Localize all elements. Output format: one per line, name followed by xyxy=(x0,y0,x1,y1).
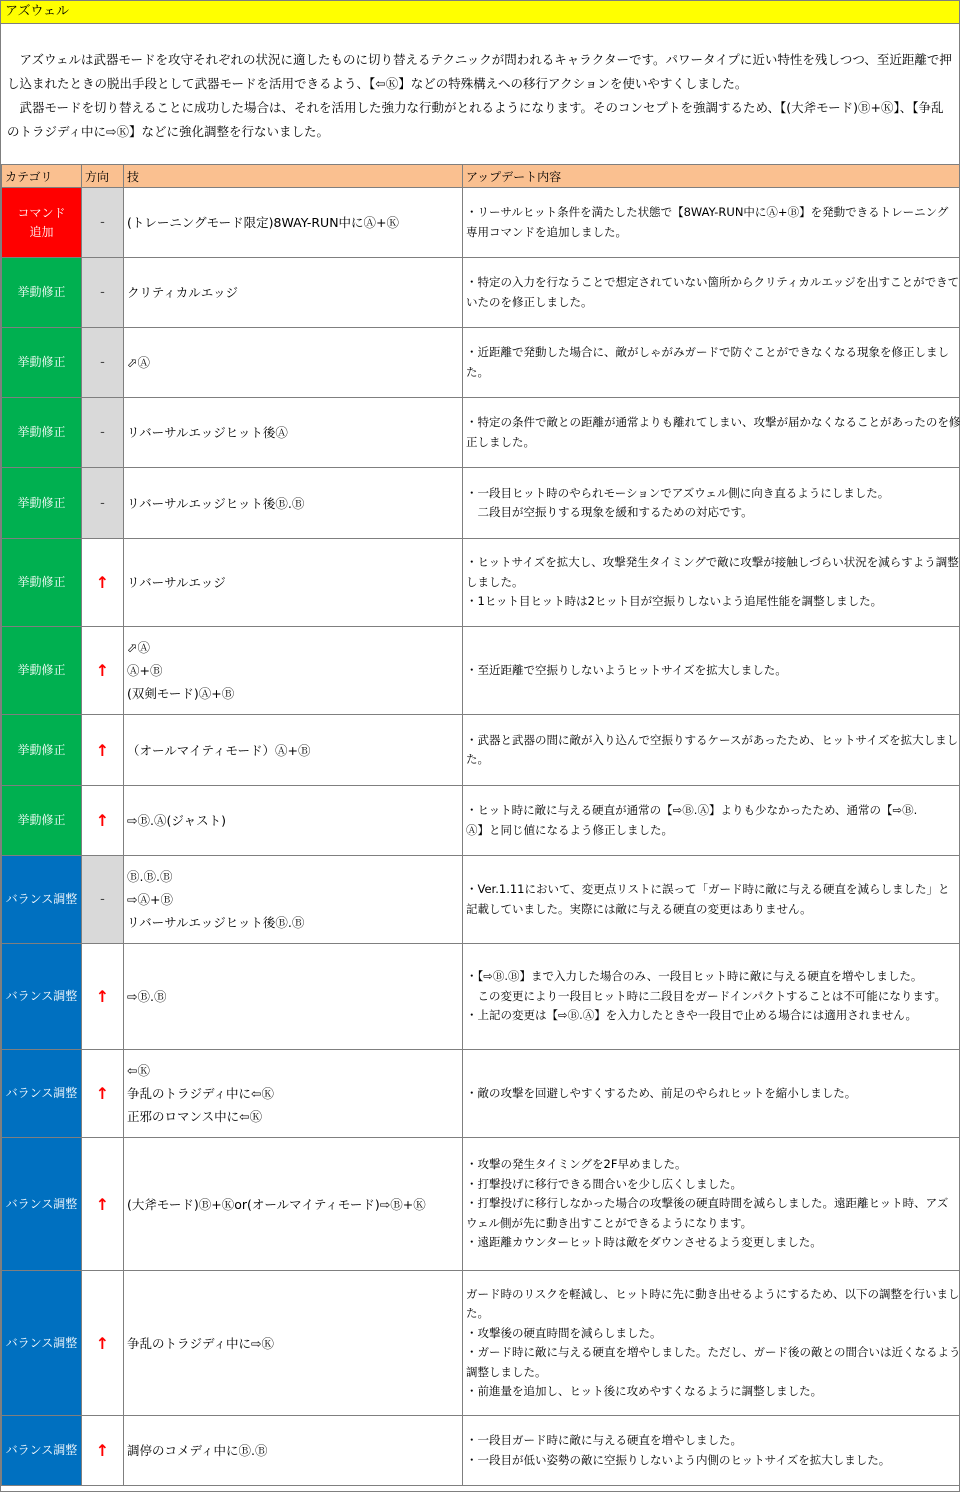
move-name: 争乱のトラジディ中に⇨Ⓚ xyxy=(127,1335,274,1351)
direction-none: - xyxy=(82,398,124,468)
direction-up-arrow-icon: ↑ xyxy=(82,944,124,1050)
move-cell xyxy=(124,944,463,1050)
update-cell xyxy=(463,944,960,1050)
update-line: ・攻撃後の硬直時間を減らしました。 xyxy=(466,1325,662,1340)
category-label: バランス調整 xyxy=(5,1086,78,1100)
update-cell xyxy=(463,1271,960,1416)
update-line: た。 xyxy=(466,752,489,766)
direction-none: - xyxy=(82,328,124,398)
move-name: (双剣モード)Ⓐ+Ⓑ xyxy=(127,686,235,701)
category-label: バランス調整 xyxy=(5,1196,78,1211)
update-line: ガード時のリスクを軽減し、ヒット時に先に動き出せるようにするため、以下の調整を行いまし xyxy=(466,1286,960,1301)
category-cell xyxy=(2,786,82,856)
update-line: ・敵の攻撃を回避しやすくするため、前足のやられヒットを縮小しました。 xyxy=(466,1085,857,1100)
move-name: ⇦Ⓚ xyxy=(127,1063,150,1078)
table-row xyxy=(2,258,960,328)
direction-up-arrow-icon: ↑ xyxy=(82,1271,124,1416)
intro-section xyxy=(1,24,959,164)
category-cell xyxy=(2,1416,82,1486)
category-cell xyxy=(2,328,82,398)
move-cell xyxy=(124,468,463,539)
move-name: ⬀Ⓐ xyxy=(127,355,150,370)
update-line: ・ヒット時に敵に与える硬直が通常の【⇨Ⓑ.Ⓐ】よりも少なかったため、通常の【⇨Ⓑ. xyxy=(466,803,918,817)
move-name: リバーサルエッジヒット後Ⓑ.Ⓑ xyxy=(127,915,305,930)
direction-up-arrow-icon: ↑ xyxy=(82,715,124,786)
update-line: た。 xyxy=(466,364,489,379)
move-cell xyxy=(124,715,463,786)
category-cell xyxy=(2,856,82,944)
move-cell xyxy=(124,258,463,328)
category-cell xyxy=(2,1138,82,1271)
intro-paragraph: アズウェルは武器モードを攻守それぞれの状況に適したものに切り替えるテクニックが問われるキャラクターです。パワータイプに近い特性を残しつつ、至近距離で押し込まれたときの脱出手段として武器モードを活用できるよう、【⇦Ⓚ】などの特殊構えへの移行アクションを使いやすくしました。 xyxy=(7,52,952,91)
direction-none: - xyxy=(82,468,124,539)
table-row xyxy=(2,398,960,468)
table-row xyxy=(2,328,960,398)
category-label: 挙動修正 xyxy=(17,663,66,677)
update-line: ・至近距離で空振りしないようヒットサイズを拡大しました。 xyxy=(466,662,787,677)
table-row xyxy=(2,715,960,786)
category-label: 挙動修正 xyxy=(17,813,66,827)
category-label: バランス調整 xyxy=(5,892,78,906)
category-cell xyxy=(2,715,82,786)
header-category: カテゴリ xyxy=(2,165,82,188)
update-cell xyxy=(463,856,960,944)
table-header-row xyxy=(2,165,960,188)
update-line: ・攻撃の発生タイミングを2F早めました。 xyxy=(466,1157,687,1172)
category-label: 挙動修正 xyxy=(17,355,66,369)
update-line: た。 xyxy=(466,1306,489,1320)
move-cell xyxy=(124,1138,463,1271)
category-cell xyxy=(2,258,82,328)
update-cell xyxy=(463,627,960,715)
table-row xyxy=(2,1271,960,1416)
table-body xyxy=(2,188,960,1486)
update-cell xyxy=(463,398,960,468)
move-cell xyxy=(124,1050,463,1138)
table-row xyxy=(2,627,960,715)
move-name: リバーサルエッジヒット後Ⓐ xyxy=(127,425,288,440)
update-table xyxy=(1,164,960,1486)
update-line: Ⓐ】と同じ値になるよう修正しました。 xyxy=(466,822,673,837)
category-cell xyxy=(2,627,82,715)
header-update: アップデート内容 xyxy=(463,165,960,188)
category-label: 挙動修正 xyxy=(17,742,66,757)
category-label: 挙動修正 xyxy=(17,575,66,589)
update-cell xyxy=(463,715,960,786)
header-move: 技 xyxy=(124,165,463,188)
update-cell xyxy=(463,1050,960,1138)
update-line: ・前進量を追加し、ヒット後に攻めやすくなるように調整しました。 xyxy=(466,1384,823,1398)
table-row xyxy=(2,1138,960,1271)
move-cell xyxy=(124,1416,463,1486)
move-name: リバーサルエッジヒット後Ⓑ.Ⓑ xyxy=(127,495,305,511)
page-title: アズウェル xyxy=(1,1,959,24)
update-cell xyxy=(463,188,960,258)
move-cell xyxy=(124,856,463,944)
update-line: ・一段目ガード時に敵に与える硬直を増やしました。 xyxy=(466,1433,742,1447)
update-line: この変更により一段目ヒット時に二段目をガードインパクトすることは不可能になります。 xyxy=(466,988,947,1003)
update-line: ・リーサルヒット条件を満たした状態で【8WAY-RUN中にⒶ+Ⓑ】を発動できるトレーニング xyxy=(466,205,949,219)
update-line: ・特定の入力を行なうことで想定されていない箇所からクリティカルエッジを出すことができて xyxy=(466,275,960,289)
update-line: いたのを修正しました。 xyxy=(466,294,593,309)
update-line: ・打撃投げに移行しなかった場合の攻撃後の硬直時間を減らしました。遠距離ヒット時、アズ xyxy=(466,1196,949,1211)
table-row xyxy=(2,539,960,627)
move-name: 正邪のロマンス中に⇦Ⓚ xyxy=(127,1109,263,1124)
update-line: 記載していました。実際には敵に与える硬直の変更はありません。 xyxy=(466,901,812,916)
update-cell xyxy=(463,1138,960,1271)
header-direction: 方向 xyxy=(82,165,124,188)
table-row xyxy=(2,786,960,856)
update-cell xyxy=(463,786,960,856)
table-row xyxy=(2,1416,960,1486)
update-line: ・【⇨Ⓑ.Ⓑ】まで入力した場合のみ、一段目ヒット時に敵に与える硬直を増やしました。 xyxy=(466,969,923,984)
update-line: しました。 xyxy=(466,574,524,589)
move-name: Ⓐ+Ⓑ xyxy=(127,663,163,678)
update-line: 正しました。 xyxy=(466,434,535,449)
move-name: リバーサルエッジ xyxy=(127,575,226,590)
move-cell xyxy=(124,627,463,715)
direction-up-arrow-icon: ↑ xyxy=(82,539,124,627)
move-name: クリティカルエッジ xyxy=(127,285,239,300)
category-cell xyxy=(2,468,82,539)
category-cell xyxy=(2,188,82,258)
category-cell xyxy=(2,398,82,468)
update-line: ・上記の変更は【⇨Ⓑ.Ⓐ】を入力したときや一段目で止める場合には適用されません。 xyxy=(466,1008,917,1023)
update-line: ・特定の条件で敵との距離が通常よりも離れてしまい、攻撃が届かなくなることがあったのを修 xyxy=(466,415,960,429)
update-line: ・ヒットサイズを拡大し、攻撃発生タイミングで敵に攻撃が接触しづらい状況を減らすよう調整 xyxy=(466,555,959,570)
direction-up-arrow-icon: ↑ xyxy=(82,627,124,715)
category-label: バランス調整 xyxy=(5,1443,78,1457)
update-line: ・ガード時に敵に与える硬直を増やしました。ただし、ガード後の敵との間合いは近くなるよう xyxy=(466,1345,960,1359)
move-name: ⇨Ⓑ.Ⓑ xyxy=(127,989,167,1004)
move-name: 争乱のトラジディ中に⇦Ⓚ xyxy=(127,1086,274,1101)
update-line: ・Ver.1.11において、変更点リストに誤って「ガード時に敵に与える硬直を減らしました」と xyxy=(466,882,950,896)
update-line: ・打撃投げに移行できる間合いを少し広くしました。 xyxy=(466,1176,742,1191)
category-label: バランス調整 xyxy=(5,989,78,1003)
direction-up-arrow-icon: ↑ xyxy=(82,786,124,856)
update-line: 専用コマンドを追加しました。 xyxy=(466,224,627,239)
direction-up-arrow-icon: ↑ xyxy=(82,1138,124,1271)
direction-none: - xyxy=(82,258,124,328)
move-cell xyxy=(124,188,463,258)
move-name: （オールマイティモード）Ⓐ+Ⓑ xyxy=(127,742,311,758)
category-label: 挙動修正 xyxy=(17,495,66,510)
move-cell xyxy=(124,786,463,856)
move-cell xyxy=(124,328,463,398)
move-name: Ⓑ.Ⓑ.Ⓑ xyxy=(127,869,173,884)
category-label: 挙動修正 xyxy=(17,285,66,299)
update-cell xyxy=(463,258,960,328)
category-label: 挙動修正 xyxy=(17,425,66,439)
update-line: 二段目が空振りする現象を緩和するための対応です。 xyxy=(466,505,753,519)
category-cell xyxy=(2,1050,82,1138)
update-cell xyxy=(463,328,960,398)
category-label: 追加 xyxy=(29,224,54,239)
move-name: (大斧モード)Ⓑ+Ⓚor(オールマイティモード)⇨Ⓑ+Ⓚ xyxy=(127,1196,426,1212)
direction-up-arrow-icon: ↑ xyxy=(82,1050,124,1138)
update-line: ・武器と武器の間に敵が入り込んで空振りするケースがあったため、ヒットサイズを拡大しまし xyxy=(466,732,959,747)
category-cell xyxy=(2,944,82,1050)
update-line: ・近距離で発動した場合に、敵がしゃがみガードで防ぐことができなくなる現象を修正しまし xyxy=(466,345,949,359)
category-label: コマンド xyxy=(17,205,66,220)
intro-paragraph: 武器モードを切り替えることに成功した場合は、それを活用した強力な行動がとれるようになります。そのコンセプトを強調するため、【(大斧モード)Ⓑ+Ⓚ】、【争乱のトラジディ中に⇨Ⓚ】などに強化調整を行ないました。 xyxy=(7,100,944,139)
category-cell xyxy=(2,539,82,627)
update-cell xyxy=(463,468,960,539)
table-row xyxy=(2,944,960,1050)
update-line: ・遠距離カウンターヒット時は敵をダウンさせるよう変更しました。 xyxy=(466,1235,822,1250)
update-line: ・1ヒット目ヒット時は2ヒット目が空振りしないよう追尾性能を調整しました。 xyxy=(466,594,883,609)
move-cell xyxy=(124,539,463,627)
update-line: ウェル側が先に動き出すことができるようになります。 xyxy=(466,1215,753,1230)
move-name: ⇨Ⓐ+Ⓑ xyxy=(127,892,173,907)
move-name: (トレーニングモード限定)8WAY-RUN中にⒶ+Ⓚ xyxy=(127,215,400,230)
table-row xyxy=(2,856,960,944)
update-line: 調整しました。 xyxy=(466,1364,547,1379)
direction-up-arrow-icon: ↑ xyxy=(82,1416,124,1486)
move-cell xyxy=(124,1271,463,1416)
table-row xyxy=(2,468,960,539)
move-name: ⬀Ⓐ xyxy=(127,640,150,655)
direction-none: - xyxy=(82,856,124,944)
move-name: ⇨Ⓑ.Ⓐ(ジャスト) xyxy=(127,813,226,828)
move-name: 調停のコメディ中にⒷ.Ⓑ xyxy=(127,1443,268,1458)
update-cell xyxy=(463,539,960,627)
move-cell xyxy=(124,398,463,468)
update-line: ・一段目ヒット時のやられモーションでアズウェル側に向き直るようにしました。 xyxy=(466,485,890,500)
table-row xyxy=(2,188,960,258)
direction-none: - xyxy=(82,188,124,258)
update-line: ・一段目が低い姿勢の敵に空振りしないよう内側のヒットサイズを拡大しました。 xyxy=(466,1452,891,1467)
category-label: バランス調整 xyxy=(5,1335,78,1350)
category-cell xyxy=(2,1271,82,1416)
table-row xyxy=(2,1050,960,1138)
update-cell xyxy=(463,1416,960,1486)
